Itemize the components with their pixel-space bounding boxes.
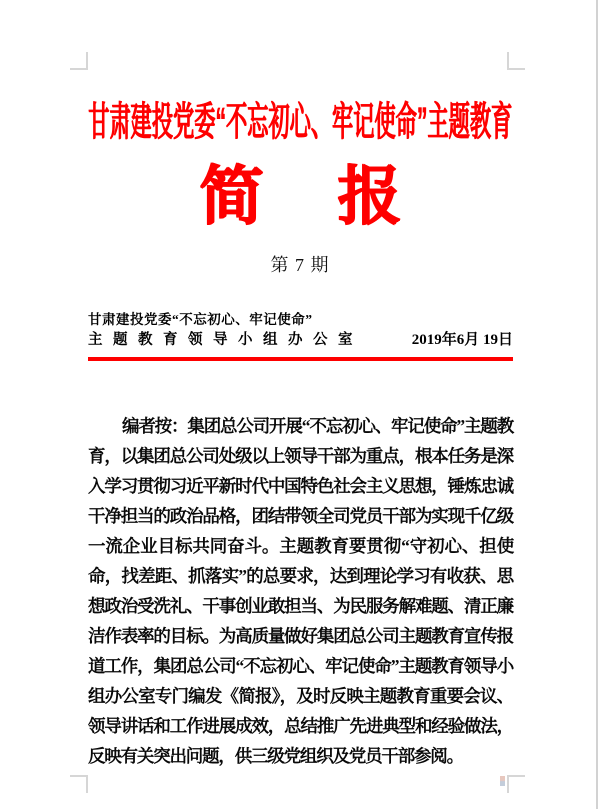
editor-note-body: 集团总公司开展“不忘初心、牢记使命”主题教育，以集团总公司处级以上领导干部为重点，根本任务是深入学习贯彻习近平新时代中国特色社会主义思想，锤炼忠诚干净担当的政治品格，团结带领全司党员干部为实现千亿级一流企业目标共同奋斗。主题教育要贯彻“守初心、担使命，找差距、抓落实”的总要求，达到理论学习有收获、思想政治受洗礼、干事创业敢担当、为民服务解难题、清正廉洁作表率的目标。为高质量做好集团总公司主题教育宣传报道工作，集团总公司“不忘初心、牢记使命”主题教育领导小组办公室专门编发《简报》，及时反映主题教育重要会议、领导讲话和工作进展成效，总结推广先进典型和经验做法，反映有关突出问题，供三级党组织及党员干部参阅。 bbox=[88, 416, 513, 766]
page-footer-artifact bbox=[500, 776, 505, 786]
margin-mark-top-right bbox=[507, 52, 525, 70]
editor-note-paragraph bbox=[88, 411, 513, 771]
issue-number-row bbox=[0, 253, 600, 277]
publish-date: 2019年6月 19日 bbox=[411, 332, 513, 348]
publisher-block bbox=[88, 310, 363, 351]
editor-note-lead: 编者按： bbox=[122, 416, 188, 436]
red-divider-rule bbox=[88, 357, 513, 361]
masthead-title-row bbox=[0, 163, 600, 231]
margin-mark-bottom-right bbox=[507, 775, 525, 793]
publisher-line-1: 甘肃建投党委“不忘初心、牢记使命” bbox=[88, 312, 313, 327]
masthead-subtitle: 甘肃建投党委“不忘初心、牢记使命”主题教育 bbox=[88, 100, 513, 144]
masthead-title-char-2: 报 bbox=[337, 161, 401, 232]
publisher-line-2: 主题教育领导小组办公室 bbox=[88, 332, 363, 348]
masthead-title-char-1: 简 bbox=[199, 161, 263, 232]
margin-mark-top-left bbox=[70, 52, 88, 70]
publisher-row bbox=[88, 310, 513, 351]
issue-number: 第 7 期 bbox=[270, 255, 330, 275]
margin-mark-bottom-left bbox=[70, 775, 88, 793]
masthead-subtitle-row bbox=[0, 100, 600, 144]
